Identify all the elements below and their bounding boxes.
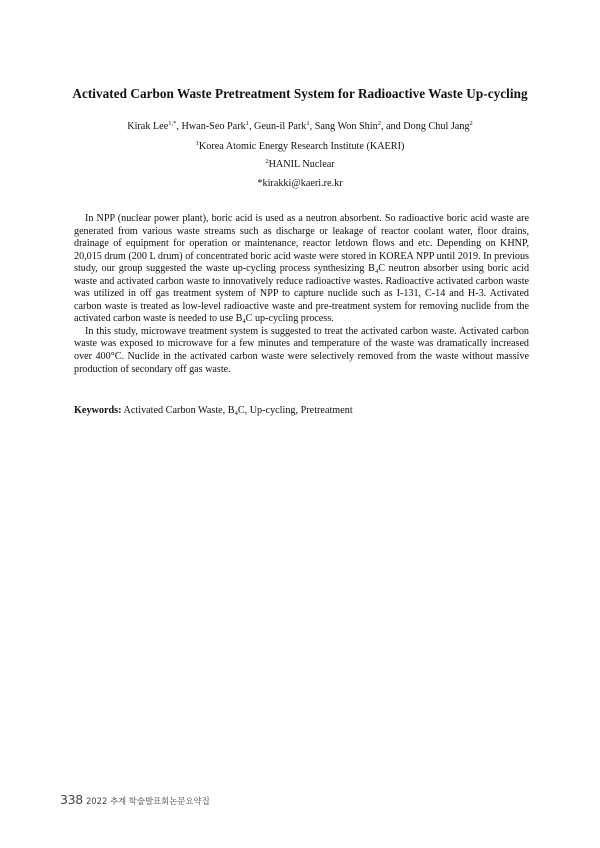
- keywords-text: Activated Carbon Waste, B: [121, 405, 235, 416]
- author-affiliation-mark: 2: [469, 120, 473, 127]
- affiliation-mark: 1: [195, 140, 199, 147]
- subscript: 4: [234, 410, 238, 417]
- page-footer: [60, 789, 210, 808]
- subscript: 4: [242, 318, 246, 326]
- author-affiliation-mark: 2: [377, 120, 381, 127]
- affiliation-1: [40, 141, 560, 152]
- author-separator: ,: [248, 121, 255, 132]
- subscript: 4: [374, 268, 379, 276]
- author-separator: , and: [380, 121, 404, 132]
- page-number: 338: [60, 792, 83, 807]
- affiliation-mark: 2: [265, 158, 269, 165]
- author-affiliation-mark: 1: [245, 120, 249, 127]
- author-list: [40, 121, 560, 132]
- keywords-label: Keywords:: [74, 405, 122, 416]
- author-name: Hwan-Seo Park: [181, 121, 246, 132]
- abstract-paragraph-1: [74, 213, 529, 326]
- author-name: Dong Chul Jang: [403, 121, 470, 132]
- publication-name: 2022 추계 학술발표회논문요약집: [85, 796, 210, 806]
- author-name: Kirak Lee: [127, 121, 169, 132]
- paragraph-text: In NPP (nuclear power plant), boric acid is used as a neutron absorbent. So radioactive boric acid waste are generated from various waste streams such as discharge or leakage of reactor coolant water, floor drains, drainage of equipment for operation or maintenance, reactor letdown flows and etc. Depending on KHNP, 20,015 drum (200 L drum) of concentrated boric acid waste were stored in KOREA NPP until 2019. In previous study, our group suggested the waste up-cycling process synthesizing B: [74, 213, 529, 275]
- author-separator: ,: [309, 121, 315, 132]
- affiliation-text: HANIL Nuclear: [268, 159, 335, 170]
- abstract-paragraph-2: In this study, microwave treatment system is suggested to treat the activated carbon waste. Activated carbon waste was exposed to microwave for a few minutes and temperature of the waste was dramatically increased over 400°C. Nuclide in the activated carbon waste were selectively removed from the waste without massive production of secondary off gas waste.: [74, 325, 529, 375]
- author-name: Geun-il Park: [254, 121, 307, 132]
- affiliation-2: [40, 159, 560, 170]
- affiliation-text: Korea Atomic Energy Research Institute (KAERI): [198, 141, 405, 152]
- abstract-body: [74, 213, 529, 376]
- paragraph-text: C up-cycling process.: [245, 313, 334, 325]
- keywords-line: [74, 405, 529, 416]
- author-affiliation-mark: 1: [306, 120, 310, 127]
- corresponding-email: *kirakki@kaeri.re.kr: [257, 178, 343, 189]
- author-separator: ,: [176, 121, 182, 132]
- paragraph-text: C neutron absorber using boric acid waste and activated carbon waste to innovatively reduce radioactive wastes. Radioactive activated carbon waste was utilized in off gas treatment system of NPP to capture nuclide such as I-131, C-14 and H-3. Activated carbon waste is treated as low-level radioactive waste and pre-treatment system for removing nuclide from the activated carbon waste is needed to use B: [74, 263, 530, 325]
- author-affiliation-mark: 1,*: [168, 120, 177, 127]
- paper-title: Activated Carbon Waste Pretreatment System for Radioactive Waste Up-cycling: [72, 86, 528, 101]
- author-name: Sang Won Shin: [314, 121, 378, 132]
- keywords-text: C, Up-cycling, Pretreatment: [237, 405, 353, 416]
